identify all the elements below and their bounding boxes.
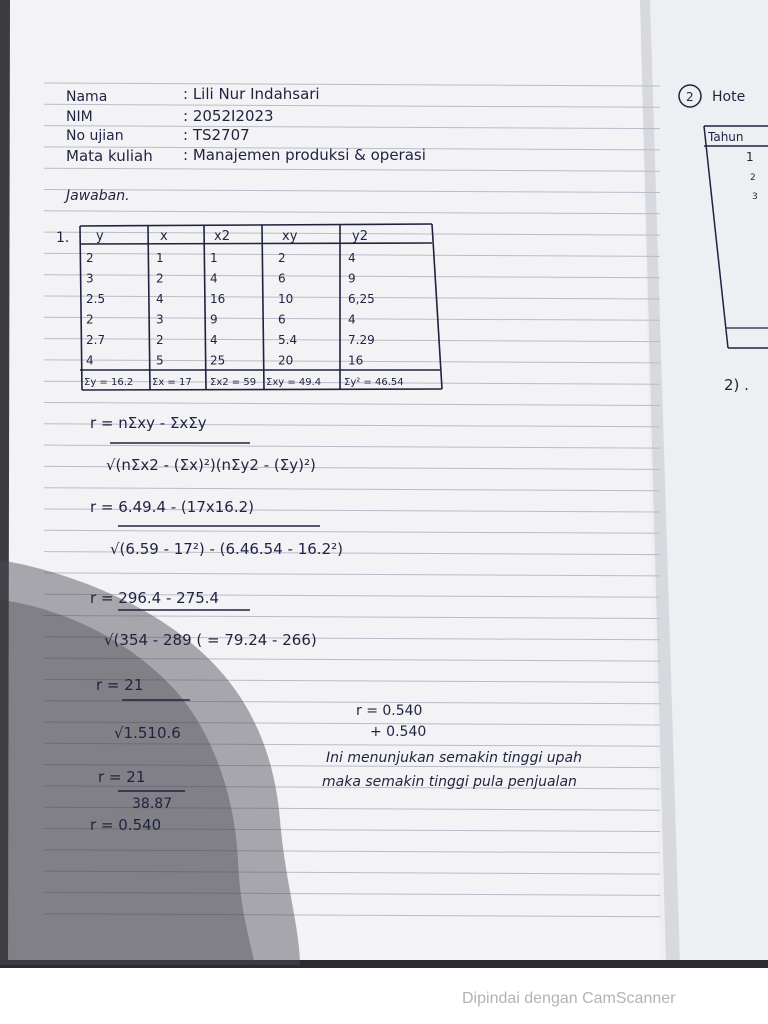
nama-value: : Lili Nur Indahsari	[183, 85, 320, 103]
table-cell: 7.29	[348, 333, 375, 347]
table-cell: 1	[156, 251, 164, 265]
formula3-numerator: r = 296.4 - 275.4	[90, 589, 220, 607]
formula5-denominator: 38.87	[132, 796, 173, 812]
table-cell: 4	[210, 271, 218, 286]
table-header-cell: xy	[282, 229, 298, 244]
right-row-3: 3	[752, 192, 758, 202]
table-cell: 25	[210, 353, 226, 368]
table-cell: 3	[86, 271, 94, 286]
table-cell: 9	[210, 312, 218, 327]
table-cell: 4	[210, 333, 218, 347]
table-cell: 2	[86, 251, 94, 265]
formula4-numerator: r = 21	[96, 676, 144, 694]
conclusion-line-1: Ini menunjukan semakin tinggi upah	[326, 750, 583, 766]
table-header-cell: x	[160, 229, 168, 244]
table-cell: 6,25	[348, 292, 375, 306]
formula4-denominator: √1.510.6	[114, 724, 181, 742]
formula1-numerator: r = nΣxy - ΣxΣy	[90, 414, 207, 432]
table-cell: 5	[156, 353, 164, 368]
right-row-2: 2	[750, 173, 756, 183]
table-cell: 2	[156, 333, 164, 347]
formula1-denominator: √(nΣx2 - (Σx)²)(nΣy2 - (Σy)²)	[106, 456, 316, 474]
circle-number: 2	[686, 90, 694, 104]
table-cell: 10	[278, 292, 294, 306]
table-cell: 6	[278, 312, 286, 327]
table-sum-cell: Σx = 17	[152, 377, 192, 388]
table-cell: 4	[348, 312, 356, 327]
table-cell: 9	[348, 271, 356, 286]
jawaban-label: Jawaban.	[66, 188, 130, 204]
formula2-denominator: √(6.59 - 17²) - (6.46.54 - 16.2²)	[110, 540, 343, 558]
table-cell: 20	[278, 353, 294, 368]
table-cell: 4	[156, 292, 164, 306]
table-header-cell: x2	[214, 229, 230, 244]
nim-label: NIM	[66, 109, 93, 125]
formula5-numerator: r = 21	[98, 768, 146, 786]
conclusion-line-2: maka semakin tinggi pula penjualan	[322, 774, 577, 790]
table-sum-cell: Σy² = 46.54	[344, 377, 404, 388]
right-page-title: Hote	[712, 89, 746, 105]
formula2-numerator: r = 6.49.4 - (17x16.2)	[90, 498, 254, 516]
table-cell: 2.5	[86, 292, 106, 306]
right-table-header: Tahun	[708, 130, 744, 144]
table-cell: 2	[156, 271, 164, 286]
matakuliah-label: Mata kuliah	[66, 147, 153, 165]
table-sum-cell: Σxy = 49.4	[266, 377, 322, 388]
table-cell: 4	[348, 251, 356, 265]
noujian-value: : TS2707	[183, 126, 250, 144]
table-cell: 16	[348, 353, 364, 368]
right-item-2: 2) .	[724, 376, 749, 394]
table-header-cell: y	[96, 229, 104, 244]
table-cell: 1	[210, 251, 218, 265]
table-header-cell: y2	[352, 229, 368, 244]
table-cell: 4	[86, 353, 94, 368]
table-cell: 2	[278, 251, 286, 265]
table-cell: 6	[278, 271, 286, 286]
right-row-1: 1	[746, 150, 754, 164]
formula3-denominator: √(354 - 289 ( = 79.24 - 266)	[104, 631, 317, 649]
table-cell: 3	[156, 312, 164, 327]
nim-value: : 2052I2023	[183, 107, 274, 125]
side-result-2: + 0.540	[370, 724, 427, 740]
final-result: r = 0.540	[90, 816, 162, 834]
question-number: 1.	[56, 230, 70, 246]
table-cell: 16	[210, 292, 226, 306]
table-cell: 2.7	[86, 333, 106, 347]
table-cell: 2	[86, 312, 94, 327]
noujian-label: No ujian	[66, 128, 124, 144]
side-result-1: r = 0.540	[356, 703, 423, 719]
table-sum-cell: Σy = 16.2	[84, 377, 134, 388]
nama-label: Nama	[66, 89, 108, 105]
matakuliah-value: : Manajemen produksi & operasi	[183, 146, 426, 164]
scanner-watermark: Dipindai dengan CamScanner	[462, 990, 676, 1007]
table-sum-cell: Σx2 = 59	[210, 377, 257, 388]
table-cell: 5.4	[278, 333, 298, 347]
